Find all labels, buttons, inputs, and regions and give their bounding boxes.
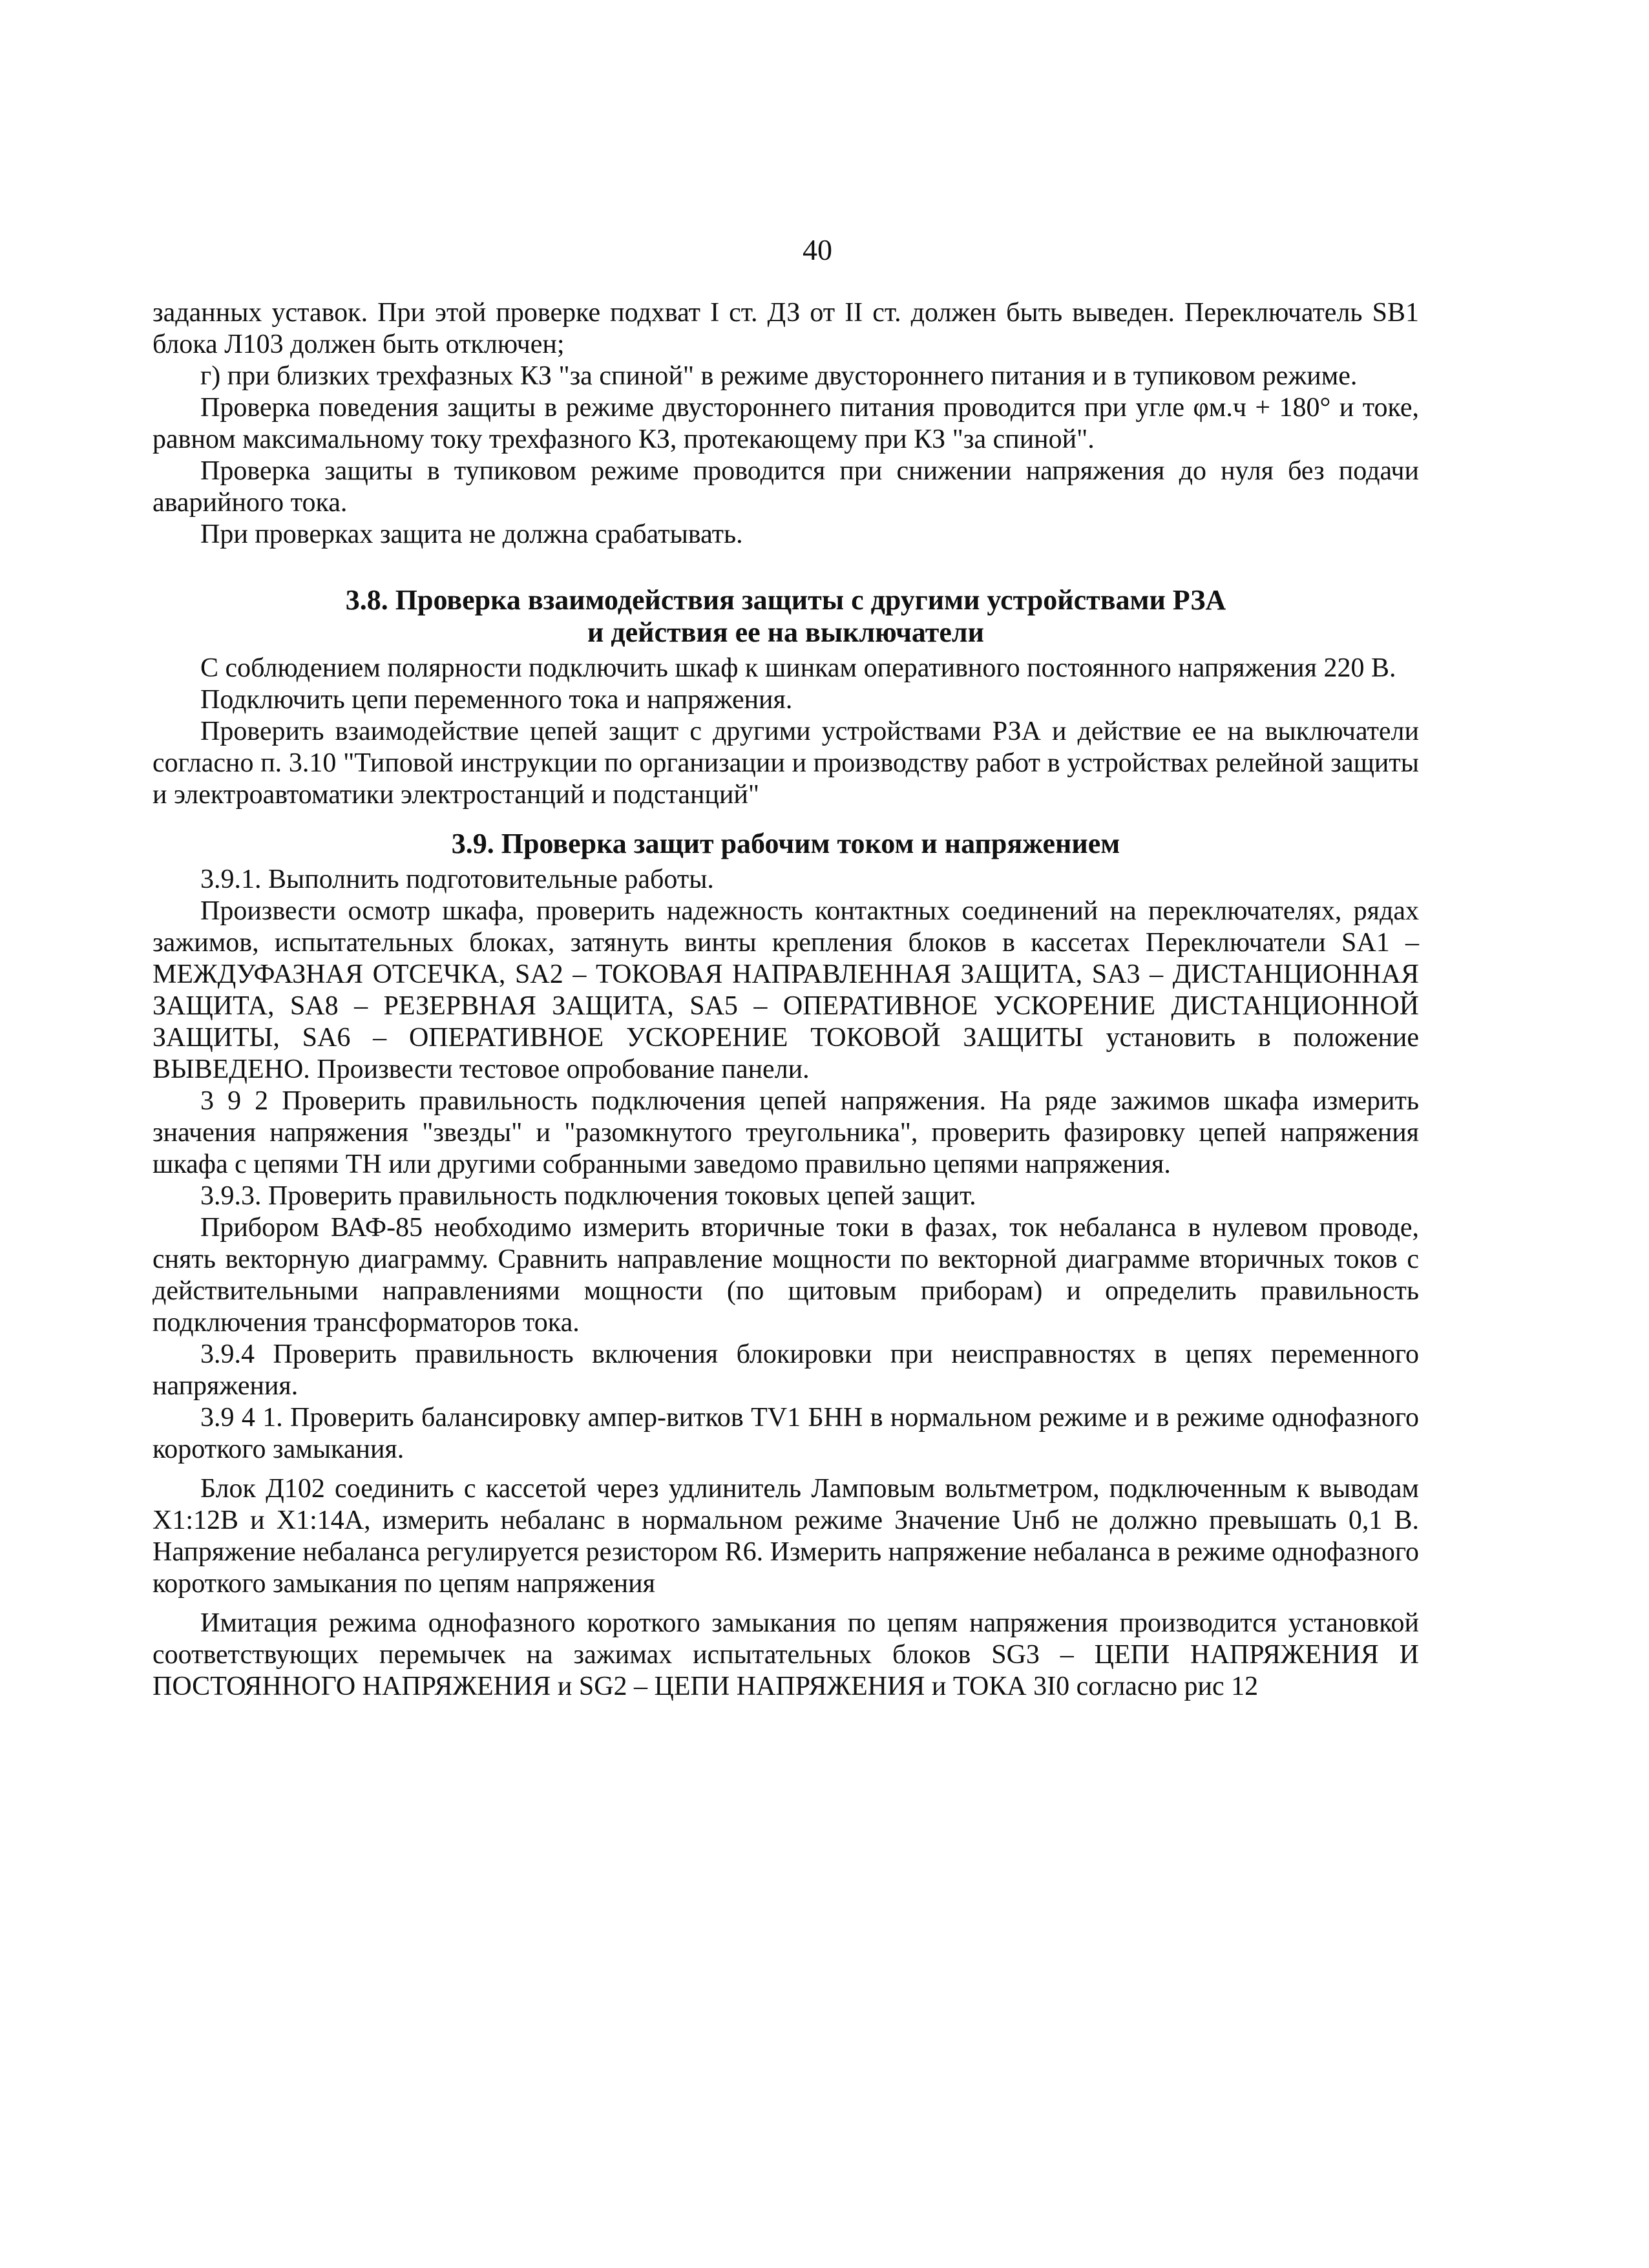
paragraph-two-sided-check: Проверка поведения защиты в режиме двустороннего питания проводится при угле φм.ч + 180° и токе, равном максимальному току трехфазного КЗ, протекающему при КЗ "за спиной". (152, 393, 1419, 454)
paragraph-block-d102: Блок Д102 соединить с кассетой через удлинитель Ламповым вольтметром, подключенным к выводам X1:12В и X1:14А, измерить небаланс в нормальном режиме Значение Uнб не должно превышать 0,1 В. Напряжение небаланса регулируется резистором R6. Измерить напряжение небаланса в режиме однофазного короткого замыкания по цепям напряжения (152, 1474, 1419, 1599)
paragraph-3-9-1: 3.9.1. Выполнить подготовительные работы. (200, 865, 714, 894)
paragraph-vaf85: Прибором ВАФ-85 необходимо измерить вторичные токи в фазах, ток небаланса в нулевом проводе, снять векторную диаграмму. Сравнить направление мощности по векторной диаграмме вторичных токов с действительными направлениями мощности (по щитовым приборам) и определить правильность подключения трансформаторов тока. (152, 1213, 1419, 1338)
section-3-9-title: 3.9. Проверка защит рабочим током и напряжением (451, 828, 1120, 859)
paragraph-continuation: заданных уставок. При этой проверке подхват I ст. ДЗ от II ст. должен быть выведен. Переключатель SB1 блока Л103 должен быть отключен; (152, 298, 1419, 359)
section-3-8-title-line2: и действия ее на выключатели (587, 616, 984, 648)
paragraph-3-9-3: 3.9.3. Проверить правильность подключения токовых цепей защит. (200, 1181, 976, 1211)
paragraph-polarity: С соблюдением полярности подключить шкаф к шинкам оперативного постоянного напряжения 220 В. (200, 653, 1396, 683)
paragraph-inspection: Произвести осмотр шкафа, проверить надежность контактных соединений на переключателях, рядах зажимов, испытательных блоках, затянуть винты крепления блоков в кассетах Переключатели SA1 – МЕЖДУФАЗНАЯ ОТСЕЧКА, SA2 – ТОКОВАЯ НАПРАВЛЕННАЯ ЗАЩИТА, SA3 – ДИСТАНЦИОННАЯ ЗАЩИТА, SA8 – РЕЗЕРВНАЯ ЗАЩИТА, SA5 – ОПЕРАТИВНОЕ УСКОРЕНИЕ ДИСТАНЦИОННОЙ ЗАЩИТЫ, SA6 – ОПЕРАТИВНОЕ УСКОРЕНИЕ ТОКОВОЙ ЗАЩИТЫ установить в положение ВЫВЕДЕНО. Произвести тестовое опробование панели. (152, 896, 1419, 1084)
paragraph-deadend-check: Проверка защиты в тупиковом режиме проводится при снижении напряжения до нуля без подачи аварийного тока. (152, 456, 1419, 518)
page-number: 40 (803, 233, 832, 266)
section-3-9-heading (152, 828, 1419, 860)
paragraph-item-g: г) при близких трехфазных КЗ "за спиной" в режиме двустороннего питания и в тупиковом режиме. (200, 361, 1358, 391)
page-body (152, 297, 1419, 1703)
paragraph-interaction: Проверить взаимодействие цепей защит с другими устройствами РЗА и действие ее на выключатели согласно п. 3.10 "Типовой инструкции по организации и производству работ в устройствах релейной защиты и электроавтоматики электростанций и подстанций" (152, 717, 1419, 810)
section-3-8-title-line1: 3.8. Проверка взаимодействия защиты с другими устройствами РЗА (345, 584, 1226, 616)
paragraph-3-9-4: 3.9.4 Проверить правильность включения блокировки при неисправностях в цепях переменного напряжения. (152, 1339, 1419, 1401)
section-3-8-heading (152, 584, 1419, 649)
paragraph-3-9-4-1: 3.9 4 1. Проверить балансировку ампер-витков TV1 БНН в нормальном режиме и в режиме однофазного короткого замыкания. (152, 1403, 1419, 1464)
paragraph-imitation: Имитация режима однофазного короткого замыкания по цепям напряжения производится установкой соответствующих перемычек на зажимах испытательных блоков SG3 – ЦЕПИ НАПРЯЖЕНИЯ И ПОСТОЯННОГО НАПРЯЖЕНИЯ и SG2 – ЦЕПИ НАПРЯЖЕНИЯ и ТОКА 3I0 согласно рис 12 (152, 1608, 1419, 1701)
paragraph-3-9-2: 3 9 2 Проверить правильность подключения цепей напряжения. На ряде зажимов шкафа измерить значения напряжения "звезды" и "разомкнутого треугольника", проверить фазировку цепей напряжения шкафа с цепями ТН или другими собранными заведомо правильно цепями напряжения. (152, 1086, 1419, 1179)
paragraph-connect-ac: Подключить цепи переменного тока и напряжения. (200, 685, 793, 715)
paragraph-no-trip: При проверках защита не должна срабатывать. (200, 520, 743, 549)
